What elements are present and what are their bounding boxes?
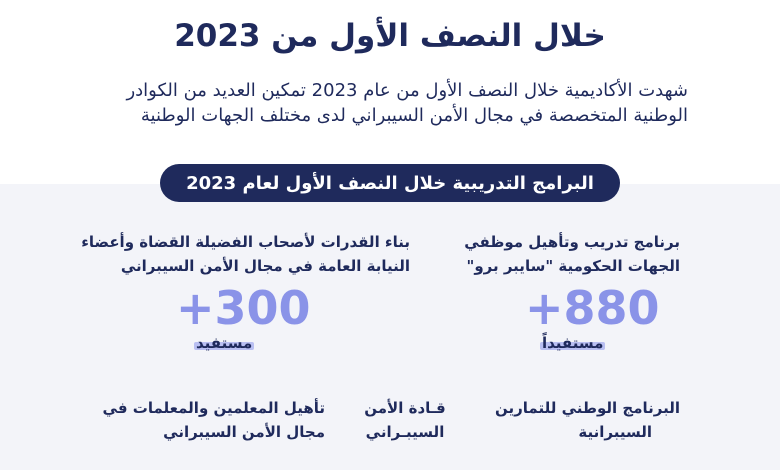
- program-teachers-label-line2: مجال الأمن السيبراني: [163, 423, 325, 441]
- intro-paragraph: [68, 78, 688, 128]
- program-cyberpro-unit-wrap: [542, 333, 612, 352]
- program-cyberpro-count: +880: [525, 281, 660, 335]
- page-title: خلال النصف الأول من 2023: [174, 18, 606, 54]
- program-judges-unit: مستفيد: [196, 334, 253, 352]
- program-cyberpro-label: [380, 230, 680, 278]
- program-cyberpro-unit: مستفيداً: [542, 334, 604, 352]
- program-leaders-label: [360, 396, 450, 444]
- program-judges-count: +300: [176, 281, 311, 335]
- program-exercises-label-line1: البرنامج الوطني للتمارين: [495, 399, 680, 417]
- program-cyberpro-label-line2: الجهات الحكومية "سايبر برو": [466, 257, 680, 275]
- section-pill: البرامج التدريبية خلال النصف الأول لعام 2023: [160, 164, 620, 202]
- intro-line-1: شهدت الأكاديمية خلال النصف الأول من عام 2023 تمكين العديد من الكوادر: [126, 80, 688, 101]
- intro-line-2: الوطنية المتخصصة في مجال الأمن السيبراني لدى مختلف الجهات الوطنية: [140, 105, 688, 126]
- program-cyberpro-label-line1: برنامج تدريب وتأهيل موظفي: [464, 233, 680, 251]
- program-teachers-label-line1: تأهيل المعلمين والمعلمات في: [102, 399, 325, 417]
- program-judges-label-line2: النيابة العامة في مجال الأمن السيبراني: [120, 257, 410, 275]
- program-exercises-label-line2: السيبرانية: [578, 423, 652, 441]
- program-judges-unit-wrap: [196, 333, 266, 352]
- program-leaders-label-line2: السيبـراني: [365, 423, 445, 441]
- program-teachers-label: [95, 396, 325, 444]
- program-judges-label-line1: بناء القدرات لأصحاب الفضيلة القضاة وأعضاء: [81, 233, 410, 251]
- program-exercises-label: [460, 396, 680, 444]
- program-judges-label: [80, 230, 410, 278]
- program-leaders-label-line1: قـادة الأمن: [364, 399, 446, 417]
